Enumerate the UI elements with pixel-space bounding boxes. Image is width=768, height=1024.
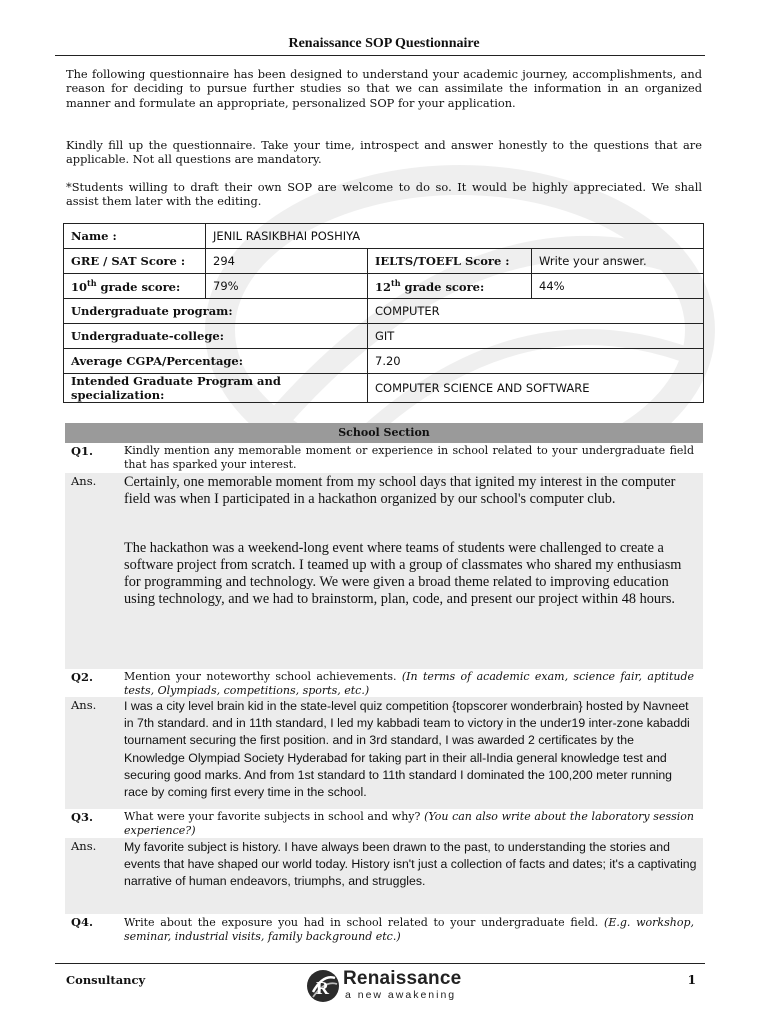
cgpa-value: 7.20 [368,349,704,374]
twelfth-grade-label-suffix: th [391,278,401,289]
renaissance-logo [305,966,465,1006]
q1-row [65,443,703,473]
tenth-grade-label-suffix: th [87,278,97,289]
tenth-grade-label [64,274,206,299]
footer-rule [55,963,705,964]
tenth-grade-value: 79% [206,274,368,299]
q4-number: Q4. [71,915,94,929]
q4-row [65,914,703,946]
twelfth-grade-label-text: grade score: [400,279,485,294]
info-row-grades [64,274,704,299]
info-row-ug-program [64,299,704,324]
document-title: Renaissance SOP Questionnaire [288,36,480,51]
logo-name: Renaissance [343,968,462,989]
q3-row [65,809,703,838]
tenth-grade-label-number: 10 [71,279,88,294]
q3-answer: My favorite subject is history. I have always been drawn to the past, to understanding the stories and events that have shaped our world today. History isn't just a collection of facts and dates; it's a captivating narrative of human endeavors, triumphs, and struggles. [124,840,697,889]
q4-text: Write about the exposure you had in school related to your undergraduate field. [124,916,605,929]
info-row-cgpa [64,349,704,374]
name-value: JENIL RASIKBHAI POSHIYA [206,224,704,249]
info-row-ug-college [64,324,704,349]
q2-text: Mention your noteworthy school achievements. [124,670,402,683]
intended-program-value: COMPUTER SCIENCE AND SOFTWARE [368,374,704,403]
school-section-heading: School Section [65,423,703,443]
q1-number: Q1. [71,444,94,458]
q2-answer: I was a city level brain kid in the state-level quiz competition {topscorer wonderbrain} hosted by Navneet in 7th standard. and in 11th standard, I led my kabbadi team to victory in the under19 inter-zone kabaddi tournament securing the first position. and in 3rd standard, I was awarded 2 certificates by the Knowledge Olympiad Society Hyderabad for taking part in their all-India general knowledge test and securing good marks. And from 1st standard to 11th standard I dominated the 100,200 meter running race by coming first every time in the school. [124,699,690,800]
q3-answer-label: Ans. [71,839,97,853]
q3-hint: (You can also write about the laboratory session experience?) [124,810,694,837]
svg-text:R: R [316,978,329,998]
footer-consultancy: Consultancy [66,973,146,987]
q3-text: What were your favorite subjects in school and why? [124,810,425,823]
intro-paragraph-2: Kindly fill up the questionnaire. Take your time, introspect and answer honestly to the questions that are applicable. Not all questions are mandatory. [66,138,702,167]
q2-number: Q2. [71,670,94,684]
q3-answer-row [65,838,703,914]
info-row-intended [64,374,704,403]
gre-label: GRE / SAT Score : [64,249,206,274]
name-label: Name : [64,224,206,249]
q2-answer-label: Ans. [71,698,97,712]
q1-answer-row [65,473,703,669]
q4-hint: (E.g. workshop, seminar, industrial visits, family background etc.) [124,916,694,943]
ug-program-value: COMPUTER [368,299,704,324]
q1-answer-label: Ans. [71,474,97,488]
page-number: 1 [687,973,696,987]
q3-number: Q3. [71,810,94,824]
q1-text: Kindly mention any memorable moment or experience in school related to your undergraduate field that has sparked your interest. [124,444,694,471]
logo-tagline: a new awakening [345,989,457,1001]
q2-row [65,669,703,697]
student-info-table [63,223,704,403]
gre-value: 294 [206,249,368,274]
twelfth-grade-label-number: 12 [375,279,392,294]
cgpa-label: Average CGPA/Percentage: [64,349,368,374]
intended-program-label: Intended Graduate Program and specialization: [64,374,368,403]
ug-college-label: Undergraduate-college: [64,324,368,349]
q4-text-block [124,916,694,944]
q2-text-block [124,670,694,698]
ug-program-label: Undergraduate program: [64,299,368,324]
q2-hint: (In terms of academic exam, science fair, aptitude tests, Olympiads, competitions, sports, etc.) [124,670,694,697]
q1-answer-paragraph-1: Certainly, one memorable moment from my school days that ignited my interest in the computer field was when I participated in a hackathon organized by our school's computer club. [124,474,676,507]
renaissance-logo-icon [305,968,341,1004]
info-row-name [64,224,704,249]
intro-paragraph-1: The following questionnaire has been designed to understand your academic journey, accomplishments, and reason for deciding to pursue further studies so that we can assimilate the information in an organized manner and formulate an appropriate, personalized SOP for your application. [66,67,702,110]
tenth-grade-label-text: grade score: [96,279,181,294]
q1-answer-paragraph-2: The hackathon was a weekend-long event where teams of students were challenged to create a software project from scratch. I teamed up with a group of classmates who shared my enthusiasm for programming and technology. We were given a broad theme related to improving education using technology, and we had to brainstorm, plan, code, and present our project within 48 hours. [124,540,682,607]
ug-college-value: GIT [368,324,704,349]
intro-paragraph-3: *Students willing to draft their own SOP are welcome to do so. It would be highly appreciated. We shall assist them later with the editing. [66,180,702,209]
ielts-label: IELTS/TOEFL Score : [368,249,532,274]
twelfth-grade-value: 44% [532,274,704,299]
twelfth-grade-label [368,274,532,299]
info-row-scores [64,249,704,274]
header-rule [55,55,705,56]
q2-answer-row [65,697,703,809]
q3-text-block [124,810,694,838]
ielts-value: Write your answer. [532,249,704,274]
